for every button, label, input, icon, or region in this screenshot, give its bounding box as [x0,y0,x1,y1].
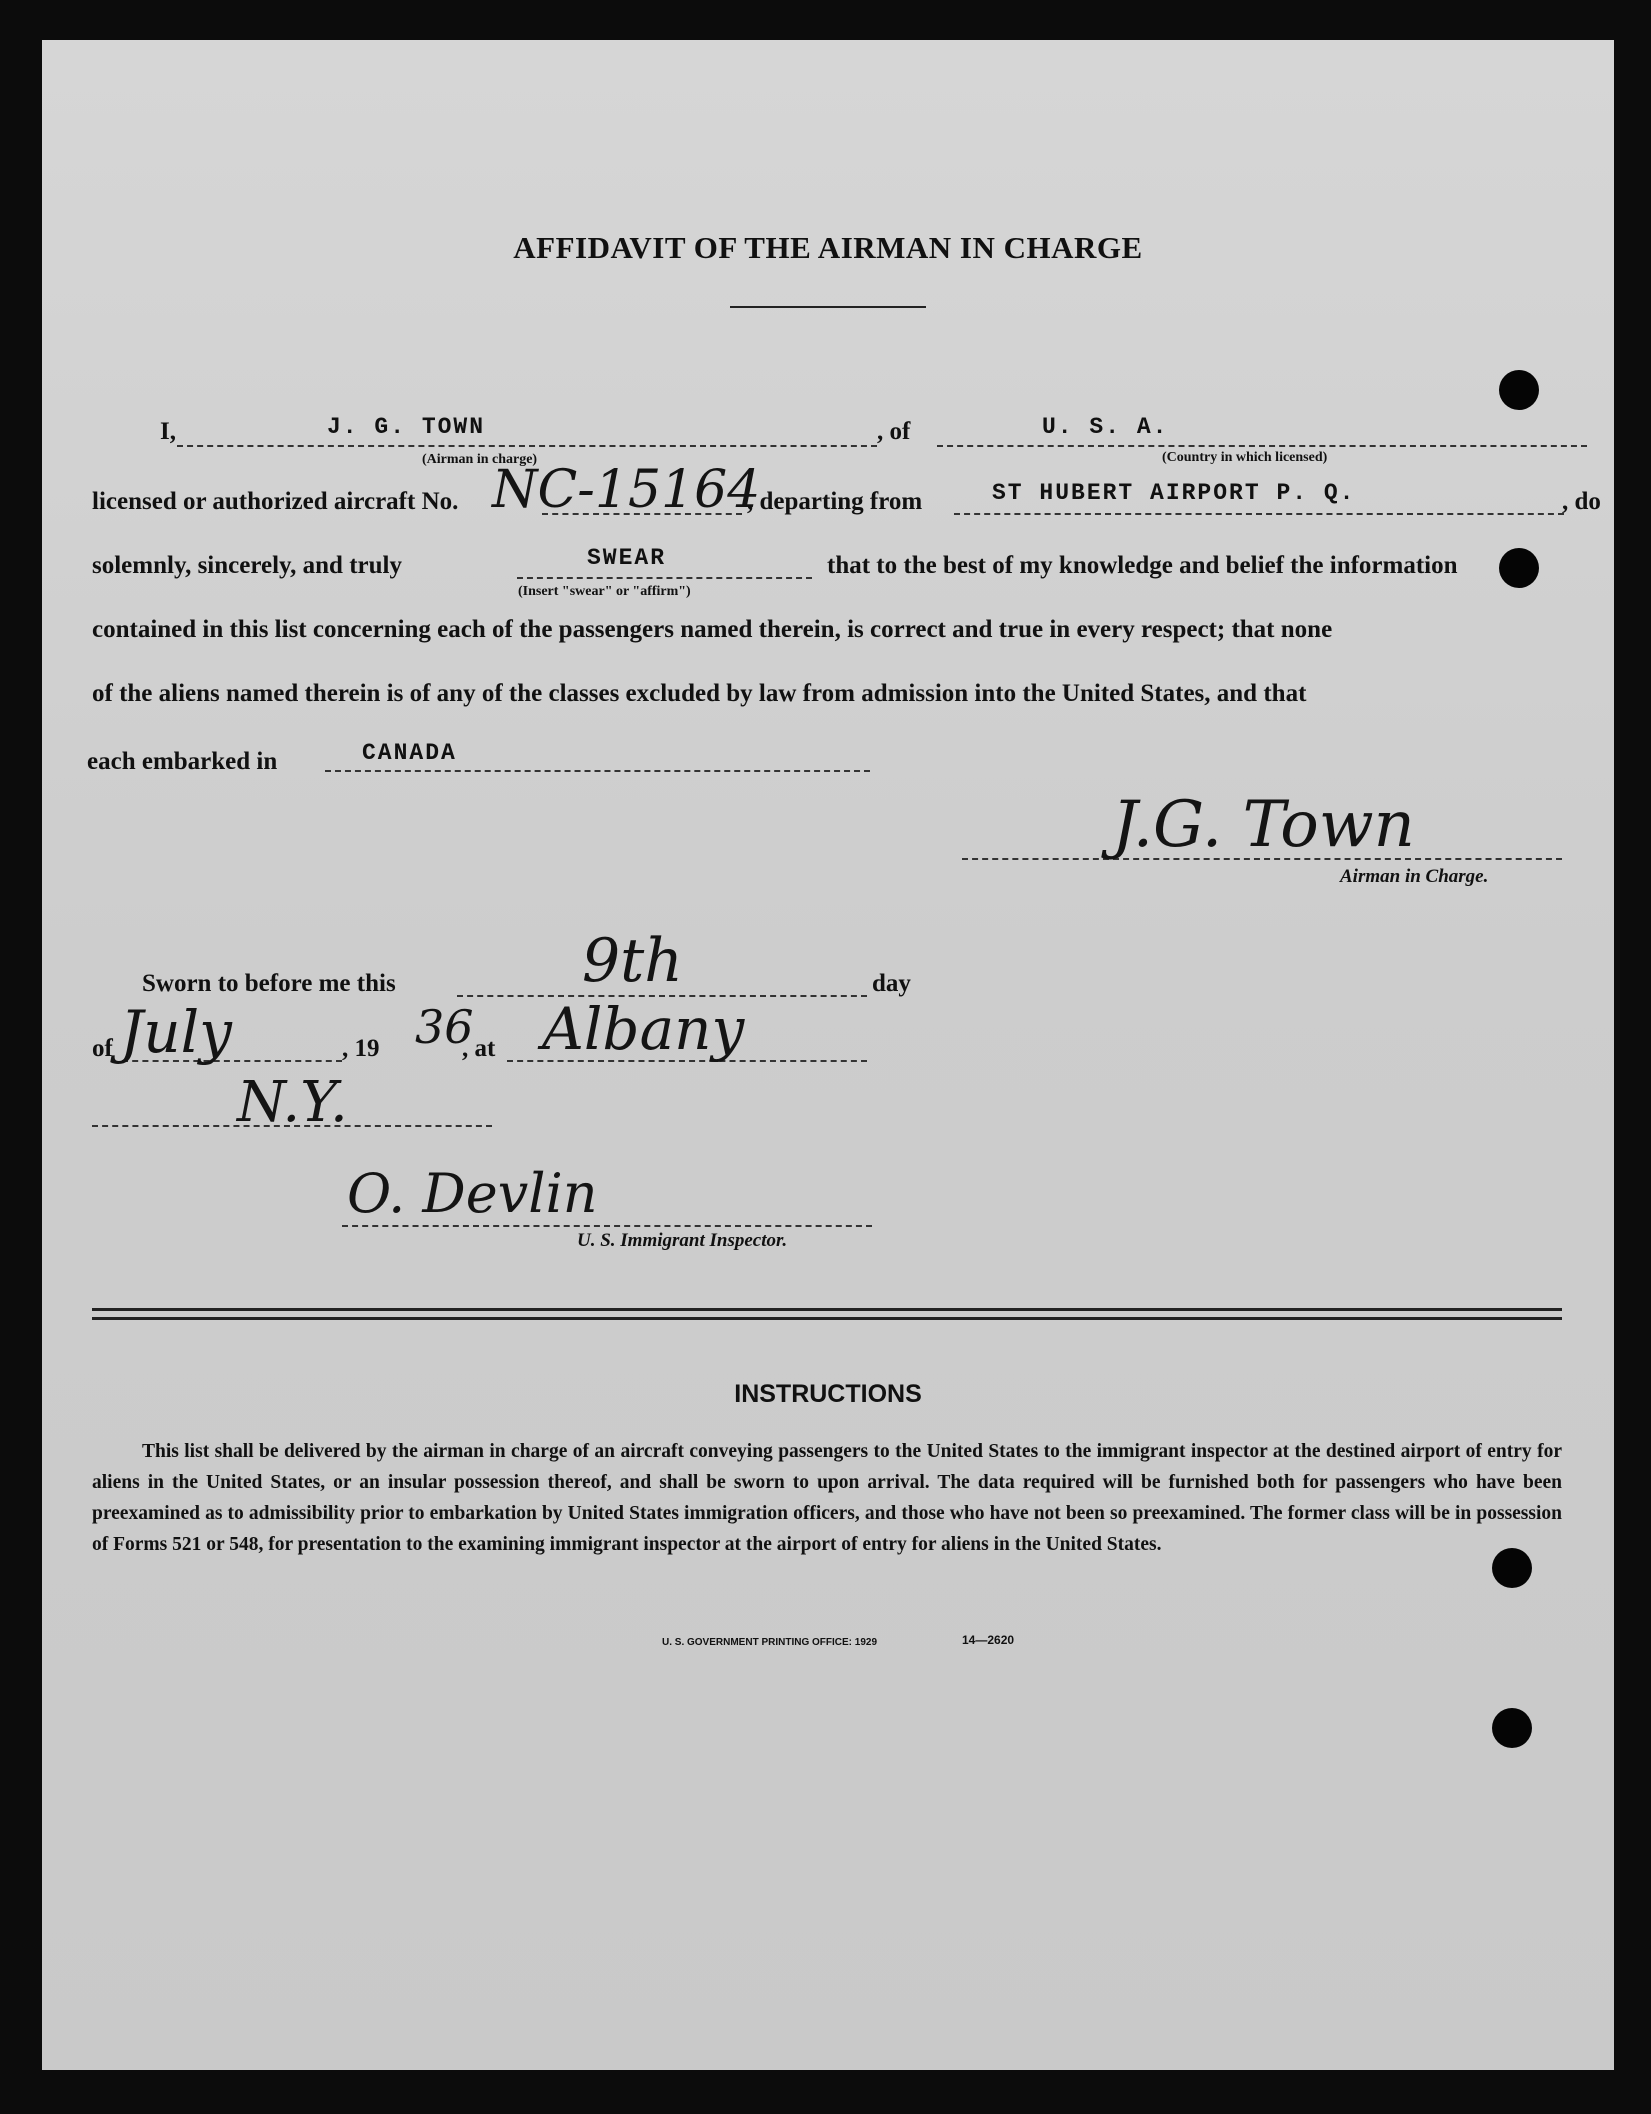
sworn-prefix: Sworn to before me this [142,970,396,997]
line5: of the aliens named therein is of any of the classes excluded by law from admission into the United States, and that [92,680,1307,707]
airman-name-caption: (Airman in charge) [422,452,538,467]
airman-name-value: J. G. TOWN [327,414,486,440]
instructions-body: This list shall be delivered by the airman in charge of an aircraft conveying passengers to the United States to the immigrant inspector at the destined airport of entry for aliens in the United States, or an insular possession thereof, and shall be sworn to upon arrival. The data required will be furnished both for passengers who have been preexamined as to admissibility prior to embarkation by United States immigration officers, and those who have not been so preexamined. The former class will be in possession of Forms 521 or 548, for presentation to the examining immigrant inspector at the airport of entry for aliens in the United States. [92,1441,1562,1555]
departure-line [954,513,1564,515]
day-label: day [872,970,911,997]
airman-signature-caption: Airman in Charge. [1340,866,1489,887]
punch-hole [1499,548,1539,588]
country-caption: (Country in which licensed) [1162,450,1328,465]
country-line [937,445,1587,447]
inspector-signature: O. Devlin [347,1162,598,1225]
sworn-at: , at [462,1035,496,1062]
country-value: U. S. A. [1042,414,1169,440]
line6-prefix: each embarked in [87,748,278,775]
section-divider [92,1308,1562,1320]
title-underline [730,306,926,308]
aircraft-no-value: NC-15164 [492,460,761,520]
place-value-2: N.Y. [237,1070,348,1135]
departure-value: ST HUBERT AIRPORT P. Q. [992,480,1356,506]
line3-prefix: solemnly, sincerely, and truly [92,552,402,579]
place-value: Albany [542,995,745,1063]
form-number: 14—2620 [962,1633,1015,1647]
embark-country-value: CANADA [362,740,457,766]
line2-do: , do [1562,488,1601,515]
line3-suffix: that to the best of my knowledge and belief the information [827,552,1458,579]
embark-line [325,770,870,772]
form-title: AFFIDAVIT OF THE AIRMAN IN CHARGE [513,230,1143,265]
oath-caption: (Insert "swear" or "affirm") [518,584,691,599]
document-sheet [42,40,1614,2070]
punch-hole [1499,370,1539,410]
sworn-of: of [92,1035,113,1062]
month-value: July [120,998,232,1066]
year-prefix: , 19 [342,1035,380,1062]
line1-of: , of [877,418,911,445]
printer-imprint: U. S. GOVERNMENT PRINTING OFFICE: 1929 [662,1637,878,1648]
line1-prefix: I, [160,418,176,445]
inspector-signature-line [342,1225,872,1227]
line2-departing: , departing from [747,488,923,515]
line4: contained in this list concerning each of the passengers named therein, is correct and true in every respect; that none [92,616,1333,643]
line2-prefix: licensed or authorized aircraft No. [92,488,459,515]
oath-value: SWEAR [587,545,667,571]
year-suffix: 36 [415,1000,474,1054]
oath-line [517,577,812,579]
inspector-caption: U. S. Immigrant Inspector. [577,1230,788,1251]
instructions-title: INSTRUCTIONS [734,1380,922,1408]
punch-hole [1492,1548,1532,1588]
airman-signature: J.G. Town [1112,788,1415,862]
punch-hole [1492,1708,1532,1748]
airman-name-line [177,445,877,447]
day-value: 9th [582,926,683,996]
